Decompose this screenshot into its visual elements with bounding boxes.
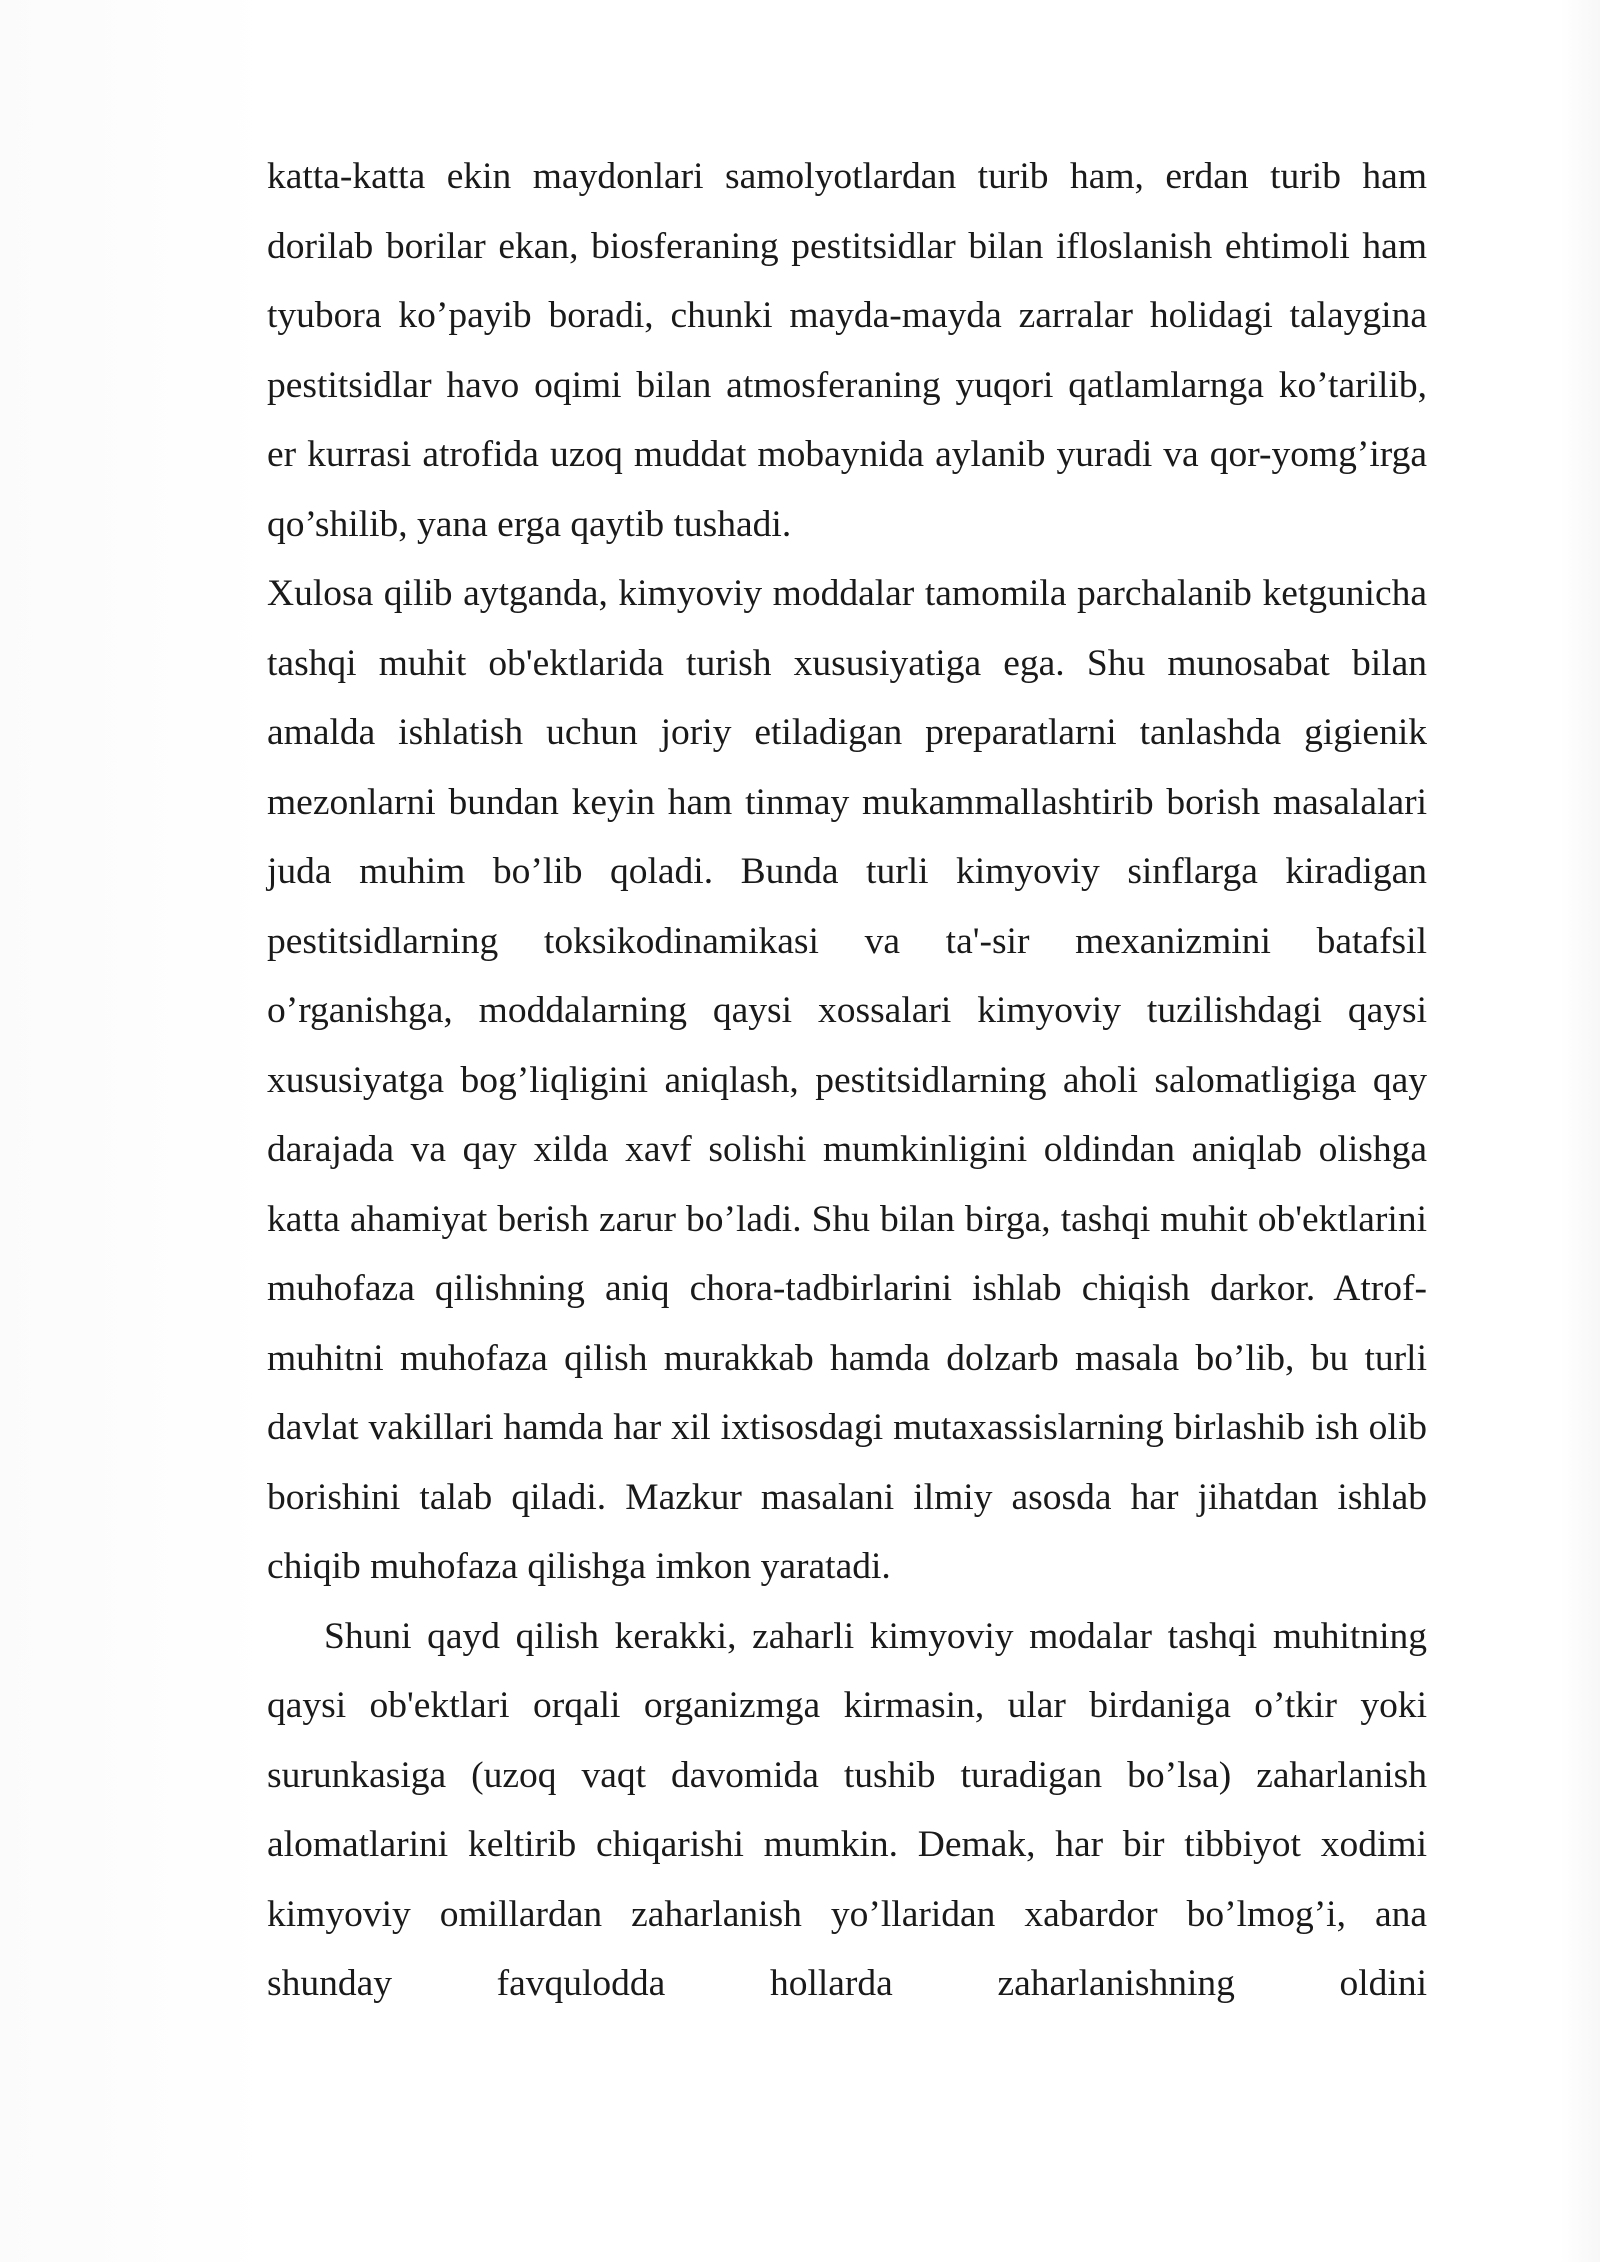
page-edge-shadow-left — [0, 0, 270, 2262]
paragraph-poisoning-awareness: Shuni qayd qilish kerakki, zaharli kimyoviy modalar tashqi muhitning qaysi ob'ektlari orqali organizmga kirmasin, ular birdaniga o’tkir yoki surunkasiga (uzoq vaqt davomida tushib turadigan bo’lsa) zaharlanish alomatlarini keltirib chiqarishi mumkin. Demak, har bir tibbiyot xodimi kimyoviy omillardan zaharlanish yo’llaridan xabardor bo’lmog’i, ana shunday favqulodda hollarda zaharlanishning oldini — [267, 1615, 1427, 2004]
body-text — [267, 142, 1427, 2019]
paragraph-pesticide-spread: katta-katta ekin maydonlari samolyotlardan turib ham, erdan turib ham dorilab borilar ekan, biosferaning pestitsidlar bilan ifloslanish ehtimoli ham tyubora ko’payib boradi, chunki mayda-mayda zarralar holidagi talaygina pestitsidlar havo oqimi bilan atmosferaning yuqori qatlamlarnga ko’tarilib, er kurrasi atrofida uzoq muddat mobaynida aylanib yuradi va qor-yomg’irga qo’shilib, yana erga qaytib tushadi. — [267, 156, 1427, 545]
page-edge-shadow-right — [1560, 0, 1600, 2262]
paragraph-conclusion: Xulosa qilib aytganda, kimyoviy moddalar tamomila parchalanib ketgunicha tashqi muhit ob'ektlarida turish xususiyatiga ega. Shu munosabat bilan amalda ishlatish uchun joriy etiladigan preparatlarni tanlashda gigienik mezonlarni bundan keyin ham tinmay mukammallashtirib borish masalalari juda muhim bo’lib qoladi. Bunda turli kimyoviy sinflarga kiradigan pestitsidlarning toksikodinamikasi va ta'-sir mexanizmini batafsil o’rganishga, moddalarning qaysi xossalari kimyoviy tuzilishdagi qaysi xususiyatga bog’liqligini aniqlash, pestitsidlarning aholi salomatligiga qay darajada va qay xilda xavf solishi mumkinligini oldindan aniqlab olishga katta ahamiyat berish zarur bo’ladi. Shu bilan birga, tashqi muhit ob'ektlarini muhofaza qilishning aniq chora-tadbirlarini ishlab chiqish darkor. Atrof-muhitni muhofaza qilish murakkab hamda dolzarb masala bo’lib, bu turli davlat vakillari hamda har xil ixtisosdagi mutaxassislarning birlashib ish olib borishini talab qiladi. Mazkur masalani ilmiy asosda har jihatdan ishlab chiqib muhofaza qilishga imkon yaratadi. — [267, 573, 1427, 1587]
